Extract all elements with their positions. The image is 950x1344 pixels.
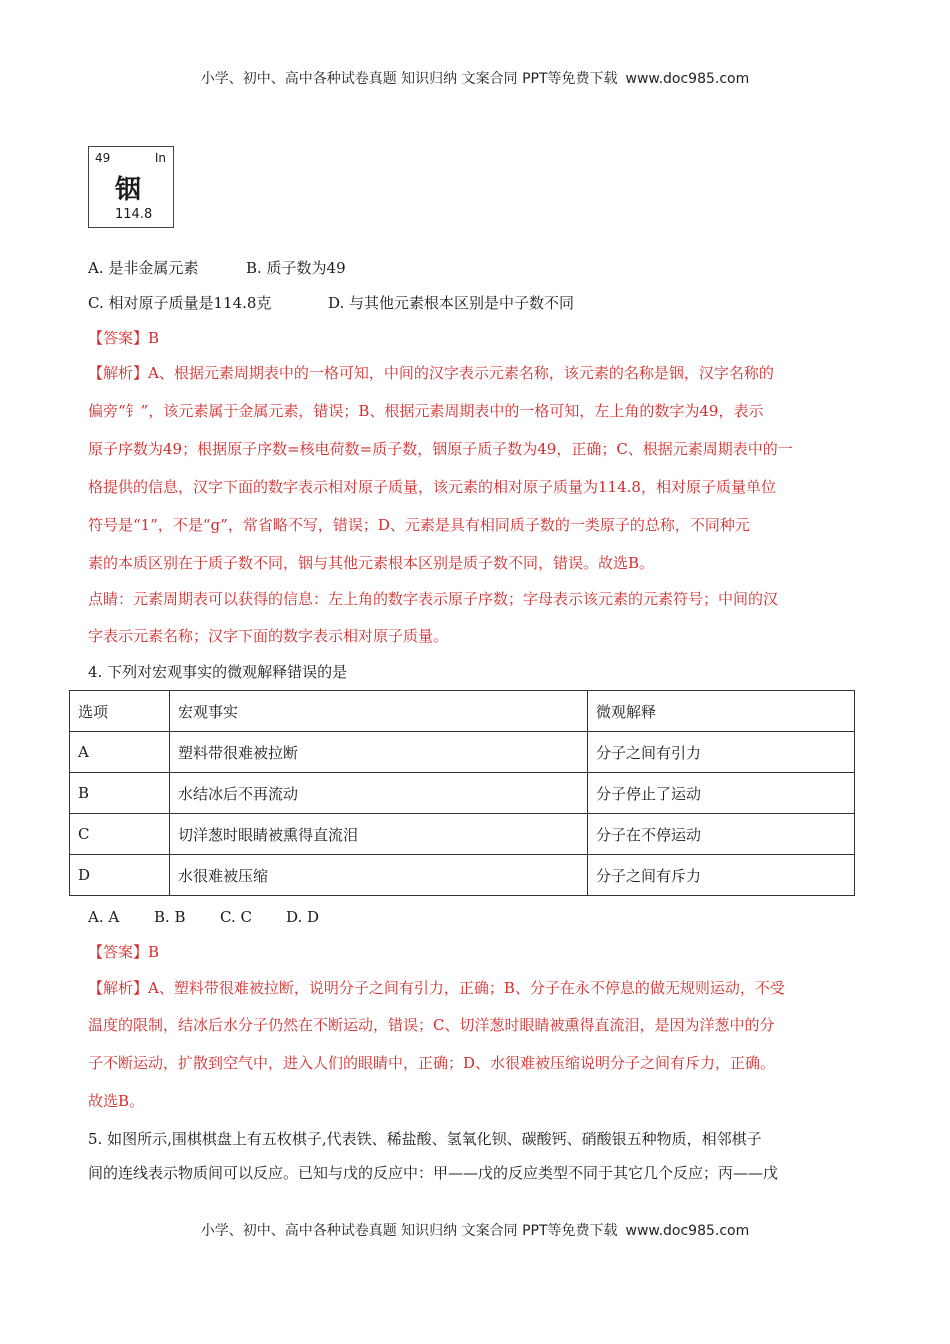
table-cell: 水结冰后不再流动 bbox=[170, 773, 588, 814]
q3-option-a: A. 是非金属元素 bbox=[88, 259, 199, 277]
footer-text: 小学、初中、高中各种试卷真题 知识归纳 文案合同 PPT等免费下载 bbox=[200, 1223, 618, 1239]
q3-option-d: D. 与其他元素根本区别是中子数不同 bbox=[328, 294, 575, 312]
table-cell: 分子之间有斥力 bbox=[588, 855, 855, 896]
table-header-row bbox=[70, 691, 855, 732]
q3-option-c: C. 相对原子质量是114.8克 bbox=[88, 294, 272, 312]
table-cell: D bbox=[70, 855, 170, 896]
q4-options bbox=[88, 907, 868, 927]
table-row bbox=[70, 814, 855, 855]
table-cell: 分子在不停运动 bbox=[588, 814, 855, 855]
q4-option-a: A. A bbox=[88, 908, 120, 926]
table-cell: C bbox=[70, 814, 170, 855]
table-row bbox=[70, 773, 855, 814]
header-text: 小学、初中、高中各种试卷真题 知识归纳 文案合同 PPT等免费下载 bbox=[200, 71, 618, 87]
q4-analysis-line: 子不断运动，扩散到空气中，进入人们的眼睛中，正确；D、水很难被压缩说明分子之间有斥力，正确。 bbox=[88, 1054, 776, 1072]
q3-options-row-2 bbox=[88, 293, 868, 313]
table-cell: B bbox=[70, 773, 170, 814]
q3-analysis-line: 偏旁“钅”，该元素属于金属元素，错误；B、根据元素周期表中的一格可知，左上角的数字为49，表示 bbox=[88, 402, 764, 420]
q3-answer: 【答案】B bbox=[88, 329, 160, 347]
table-cell: 水很难被压缩 bbox=[170, 855, 588, 896]
page-header bbox=[0, 68, 950, 88]
q4-option-b: B. B bbox=[154, 908, 186, 926]
atomic-mass: 114.8 bbox=[115, 207, 153, 222]
q4-option-d: D. D bbox=[286, 908, 320, 926]
element-symbol: In bbox=[154, 151, 166, 165]
table-header-cell: 宏观事实 bbox=[170, 691, 588, 732]
q5-line: 5. 如图所示,围棋棋盘上有五枚棋子,代表铁、稀盐酸、氢氧化钡、碳酸钙、硝酸银五种物质，相邻棋子 bbox=[88, 1130, 762, 1148]
footer-site[interactable]: www.doc985.com bbox=[625, 1223, 750, 1239]
atomic-number: 49 bbox=[95, 151, 111, 165]
header-site[interactable]: www.doc985.com bbox=[625, 71, 750, 87]
q5-line: 间的连线表示物质间可以反应。已知与戊的反应中：甲——戊的反应类型不同于其它几个反应；丙——戊 bbox=[88, 1164, 779, 1182]
table-header-cell: 选项 bbox=[70, 691, 170, 732]
table-row bbox=[70, 732, 855, 773]
table-row bbox=[70, 855, 855, 896]
q4-analysis-line: 故选B。 bbox=[88, 1092, 145, 1110]
q3-tip-line: 点睛：元素周期表可以获得的信息：左上角的数字表示原子序数；字母表示该元素的元素符号；中间的汉 bbox=[88, 590, 779, 608]
q4-analysis-line: 温度的限制，结冰后水分子仍然在不断运动，错误；C、切洋葱时眼睛被熏得直流泪，是因为洋葱中的分 bbox=[88, 1016, 775, 1034]
element-name: 铟 bbox=[115, 175, 142, 205]
table-cell: 分子之间有引力 bbox=[588, 732, 855, 773]
q4-analysis-line: 【解析】A、塑料带很难被拉断，说明分子之间有引力，正确；B、分子在永不停息的做无规则运动，不受 bbox=[88, 979, 785, 997]
table-cell: 塑料带很难被拉断 bbox=[170, 732, 588, 773]
q3-option-b: B. 质子数为49 bbox=[246, 259, 346, 277]
page-footer bbox=[0, 1220, 950, 1240]
q3-analysis-line: 格提供的信息，汉字下面的数字表示相对原子质量，该元素的相对原子质量为114.8，相对原子质量单位 bbox=[88, 478, 776, 496]
table-header-cell: 微观解释 bbox=[588, 691, 855, 732]
q4-answer: 【答案】B bbox=[88, 943, 160, 961]
q3-analysis-line: 原子序数为49；根据原子序数=核电荷数=质子数，铟原子质子数为49，正确；C、根据元素周期表中的一 bbox=[88, 440, 793, 458]
q4-table bbox=[69, 690, 855, 896]
q4-title: 4. 下列对宏观事实的微观解释错误的是 bbox=[88, 663, 348, 681]
table-cell: 分子停止了运动 bbox=[588, 773, 855, 814]
q3-analysis-line: 符号是“1”，不是“g”，常省略不写，错误；D、元素是具有相同质子数的一类原子的总称，不同种元 bbox=[88, 516, 750, 534]
periodic-table-cell-indium bbox=[88, 146, 174, 228]
q4-option-c: C. C bbox=[220, 908, 252, 926]
q3-tip-line: 字表示元素名称；汉字下面的数字表示相对原子质量。 bbox=[88, 627, 449, 645]
q3-analysis-line: 素的本质区别在于质子数不同，铟与其他元素根本区别是质子数不同，错误。故选B。 bbox=[88, 554, 655, 572]
q3-options-row-1 bbox=[88, 258, 868, 278]
table-cell: A bbox=[70, 732, 170, 773]
table-cell: 切洋葱时眼睛被熏得直流泪 bbox=[170, 814, 588, 855]
q3-analysis-line: 【解析】A、根据元素周期表中的一格可知，中间的汉字表示元素名称，该元素的名称是铟，汉字名称的 bbox=[88, 364, 774, 382]
